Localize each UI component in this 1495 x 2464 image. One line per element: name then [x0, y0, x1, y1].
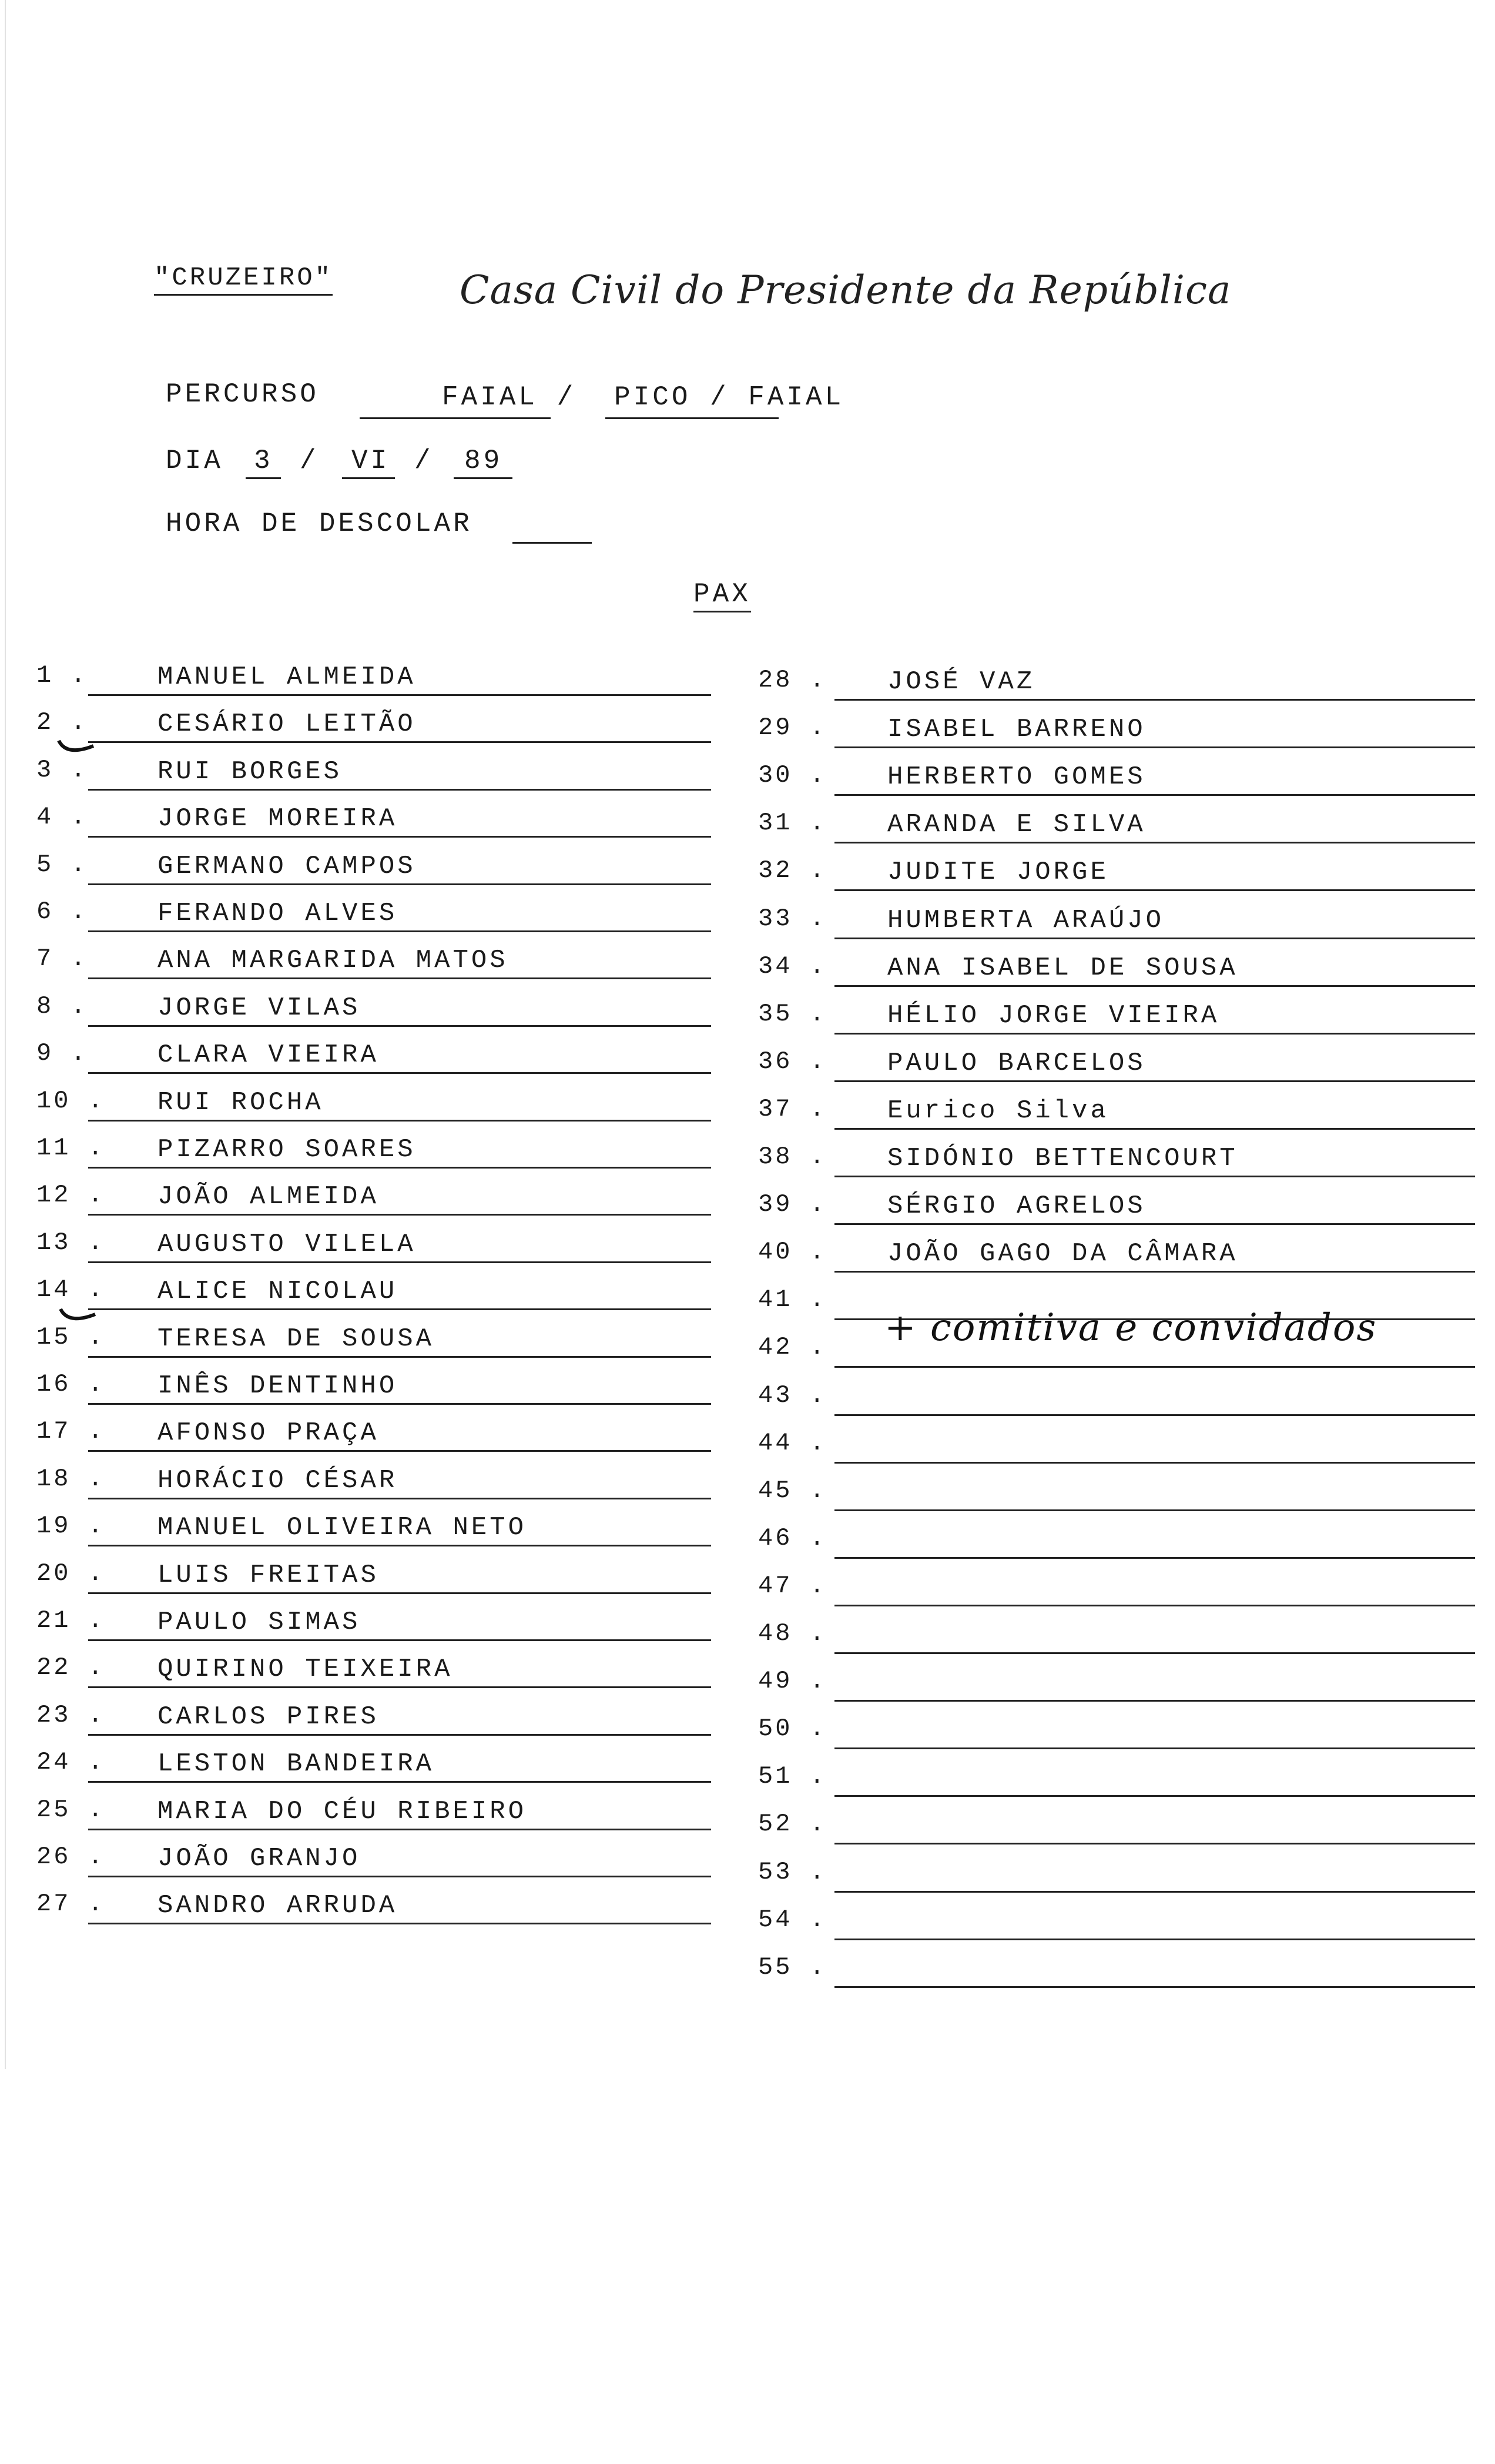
- passenger-number: 52 .: [758, 1810, 827, 1839]
- passenger-name: JOÃO ALMEIDA: [157, 1182, 379, 1212]
- passenger-row: [0, 1906, 1495, 1939]
- passenger-number: 24 .: [36, 1748, 105, 1777]
- passenger-underline: [834, 746, 1475, 748]
- percurso-underline-2: [605, 417, 779, 419]
- passenger-underline: [834, 1652, 1475, 1654]
- passenger-underline: [834, 1795, 1475, 1797]
- passenger-number: 19 .: [36, 1512, 105, 1541]
- dia-month: VI: [351, 446, 390, 476]
- passenger-underline: [834, 1080, 1475, 1082]
- passenger-number: 20 .: [36, 1559, 105, 1588]
- passenger-number: 13 .: [36, 1228, 105, 1257]
- passenger-row: [0, 952, 1495, 985]
- hora-label: HORA DE DESCOLAR: [166, 508, 472, 539]
- dia-day: 3: [254, 446, 273, 476]
- passenger-underline: [834, 1986, 1475, 1988]
- dia-month-underline: [342, 477, 395, 479]
- passenger-underline: [834, 1509, 1475, 1511]
- passenger-name: SIDÓNIO BETTENCOURT: [887, 1144, 1238, 1173]
- passenger-underline: [834, 1605, 1475, 1606]
- passenger-number: 49 .: [758, 1667, 827, 1696]
- passenger-number: 21 .: [36, 1606, 105, 1635]
- passenger-name: SÉRGIO AGRELOS: [887, 1191, 1146, 1221]
- passenger-number: 39 .: [758, 1190, 827, 1219]
- dia-year: 89: [464, 446, 503, 476]
- passenger-number: 33 .: [758, 904, 827, 933]
- passenger-number: 25 .: [36, 1795, 105, 1824]
- passenger-number: 22 .: [36, 1653, 105, 1682]
- passenger-name: SANDRO ARRUDA: [157, 1891, 398, 1921]
- passenger-name: QUIRINO TEIXEIRA: [157, 1655, 453, 1685]
- percurso-label: PERCURSO: [166, 379, 319, 410]
- passenger-row: [0, 761, 1495, 794]
- passenger-row: [0, 856, 1495, 889]
- passenger-underline: [834, 1414, 1475, 1416]
- passenger-row: [0, 1858, 1495, 1891]
- passenger-name: ALICE NICOLAU: [157, 1277, 398, 1307]
- passenger-underline: [834, 794, 1475, 796]
- passenger-name: HUMBERTA ARAÚJO: [887, 905, 1165, 935]
- passenger-number: 50 .: [758, 1715, 827, 1743]
- passenger-row: [0, 1047, 1495, 1080]
- dia-year-underline: [454, 477, 512, 479]
- passenger-number: 17 .: [36, 1417, 105, 1446]
- passenger-underline: [834, 938, 1475, 939]
- dia-day-underline: [246, 477, 281, 479]
- passenger-row: [0, 1810, 1495, 1843]
- passenger-row: [0, 1429, 1495, 1462]
- passenger-number: 47 .: [758, 1571, 827, 1600]
- dia-sep-2: /: [414, 446, 434, 476]
- passenger-number: 15 .: [36, 1323, 105, 1351]
- passenger-underline: [834, 889, 1475, 891]
- passenger-row: [0, 1667, 1495, 1700]
- passenger-row: [0, 809, 1495, 842]
- dia-label: DIA: [166, 446, 223, 476]
- passenger-underline: [834, 1033, 1475, 1035]
- pax-heading: PAX: [693, 579, 751, 612]
- passenger-number: 48 .: [758, 1619, 827, 1648]
- passenger-row: [0, 1143, 1495, 1176]
- passenger-name: CLARA VIEIRA: [157, 1040, 379, 1070]
- passenger-number: 9 .: [36, 1039, 88, 1068]
- passenger-name: HORÁCIO CÉSAR: [157, 1465, 398, 1495]
- passenger-underline: [834, 1366, 1475, 1368]
- passenger-row: [0, 1524, 1495, 1557]
- passenger-underline: [834, 1747, 1475, 1749]
- passenger-underline: [834, 1223, 1475, 1225]
- passenger-underline: [834, 1176, 1475, 1177]
- passenger-row: [0, 1715, 1495, 1747]
- passenger-name: CESÁRIO LEITÃO: [157, 709, 416, 739]
- passenger-name: HÉLIO JORGE VIEIRA: [887, 1000, 1220, 1030]
- passenger-row: [0, 1190, 1495, 1223]
- passenger-row: [0, 1238, 1495, 1271]
- passenger-number: 6 .: [36, 898, 88, 926]
- passenger-number: 30 .: [758, 761, 827, 790]
- percurso-part1: FAIAL /: [442, 382, 576, 413]
- passenger-number: 53 .: [758, 1857, 827, 1886]
- passenger-number: 12 .: [36, 1181, 105, 1210]
- passenger-underline: [834, 1939, 1475, 1940]
- passenger-number: 51 .: [758, 1762, 827, 1791]
- passenger-number: 27 .: [36, 1890, 105, 1919]
- passenger-name: PAULO SIMAS: [157, 1608, 361, 1637]
- passenger-number: 44 .: [758, 1428, 827, 1457]
- passenger-underline: [834, 1128, 1475, 1130]
- passenger-name: JORGE VILAS: [157, 993, 361, 1023]
- passenger-name: RUI BORGES: [157, 756, 343, 786]
- passenger-number: 42 .: [758, 1333, 827, 1362]
- passenger-number: 5 .: [36, 850, 88, 879]
- passenger-number: 16 .: [36, 1370, 105, 1398]
- passenger-underline: [834, 1891, 1475, 1893]
- passenger-name: FERANDO ALVES: [157, 899, 398, 928]
- passenger-underline: [834, 842, 1475, 843]
- passenger-number: 31 .: [758, 809, 827, 838]
- passenger-row: [0, 1572, 1495, 1605]
- passenger-name: AUGUSTO VILELA: [157, 1229, 416, 1259]
- passenger-number: 18 .: [36, 1464, 105, 1493]
- check-mark-3: [56, 738, 97, 761]
- passenger-number: 46 .: [758, 1524, 827, 1552]
- passenger-underline: [834, 1271, 1475, 1273]
- passenger-name: ISABEL BARRENO: [887, 715, 1146, 745]
- passenger-name: INÊS DENTINHO: [157, 1371, 398, 1401]
- passenger-name: PAULO BARCELOS: [887, 1048, 1146, 1078]
- passenger-number: 35 .: [758, 999, 827, 1028]
- passenger-number: 32 .: [758, 856, 827, 885]
- passenger-name: LESTON BANDEIRA: [157, 1749, 435, 1779]
- passenger-underline: [834, 985, 1475, 987]
- passenger-number: 28 .: [758, 666, 827, 694]
- passenger-row: [0, 1953, 1495, 1986]
- passenger-name: AFONSO PRAÇA: [157, 1418, 379, 1448]
- hora-underline: [512, 542, 592, 544]
- passenger-name: Eurico Silva: [887, 1096, 1109, 1126]
- passenger-underline: [834, 1462, 1475, 1464]
- passenger-row: [0, 1000, 1495, 1033]
- letterhead: Casa Civil do Presidente da República: [460, 267, 1232, 313]
- passenger-number: 8 .: [36, 992, 88, 1020]
- passenger-name: GERMANO CAMPOS: [157, 851, 416, 881]
- passenger-name: JOÃO GAGO DA CÂMARA: [887, 1239, 1238, 1269]
- passenger-row: [0, 1762, 1495, 1795]
- passenger-name: JORGE MOREIRA: [157, 804, 398, 834]
- check-mark-14: [58, 1306, 99, 1330]
- passenger-row: [0, 1095, 1495, 1128]
- passenger-number: 37 .: [758, 1094, 827, 1123]
- passenger-number: 43 .: [758, 1381, 827, 1410]
- passenger-number: 10 .: [36, 1086, 105, 1115]
- passenger-number: 2 .: [36, 708, 88, 737]
- passenger-name: JOÃO GRANJO: [157, 1844, 361, 1873]
- passenger-number: 41 .: [758, 1285, 827, 1314]
- passenger-underline: [834, 1843, 1475, 1844]
- passenger-name: MANUEL OLIVEIRA NETO: [157, 1513, 527, 1543]
- passenger-number: 23 .: [36, 1700, 105, 1729]
- cruzeiro-label: "CRUZEIRO": [154, 263, 333, 296]
- passenger-name: PIZARRO SOARES: [157, 1135, 416, 1164]
- passenger-name: HERBERTO GOMES: [887, 762, 1146, 792]
- passenger-row: [0, 1619, 1495, 1652]
- passenger-underline: [834, 699, 1475, 701]
- passenger-name: ANA ISABEL DE SOUSA: [887, 953, 1238, 983]
- passenger-number: 4 .: [36, 803, 88, 832]
- passenger-number: 54 .: [758, 1905, 827, 1934]
- passenger-underline: [834, 1557, 1475, 1559]
- passenger-number: 11 .: [36, 1134, 105, 1162]
- passenger-row: [0, 1381, 1495, 1414]
- passenger-number: 3 .: [36, 755, 88, 784]
- passenger-name: JUDITE JORGE: [887, 858, 1109, 888]
- passenger-number: 36 .: [758, 1047, 827, 1076]
- passenger-number: 29 .: [758, 714, 827, 742]
- passenger-name: LUIS FREITAS: [157, 1560, 379, 1590]
- passenger-number: 34 .: [758, 952, 827, 980]
- passenger-name: ARANDA E SILVA: [887, 810, 1146, 840]
- percurso-underline-1: [360, 417, 551, 419]
- passenger-name: ANA MARGARIDA MATOS: [157, 946, 508, 976]
- passenger-number: 7 .: [36, 945, 88, 973]
- dia-sep-1: /: [300, 446, 319, 476]
- handwritten-note: + comitiva e convidados: [884, 1306, 1377, 1350]
- passenger-number: 45 .: [758, 1476, 827, 1505]
- passenger-row: [0, 905, 1495, 938]
- passenger-name: MANUEL ALMEIDA: [157, 662, 416, 692]
- passenger-row: [0, 666, 1495, 699]
- passenger-name: MARIA DO CÉU RIBEIRO: [157, 1796, 527, 1826]
- passenger-name: JOSÉ VAZ: [887, 667, 1035, 697]
- passenger-underline: [834, 1700, 1475, 1702]
- passenger-row: [0, 714, 1495, 746]
- passenger-number: 26 .: [36, 1843, 105, 1871]
- passenger-number: 40 .: [758, 1238, 827, 1267]
- passenger-number: 38 .: [758, 1143, 827, 1171]
- passenger-name: CARLOS PIRES: [157, 1702, 379, 1732]
- passenger-name: RUI ROCHA: [157, 1087, 324, 1117]
- passenger-number: 55 .: [758, 1953, 827, 1981]
- passenger-row: [0, 1477, 1495, 1509]
- passenger-name: TERESA DE SOUSA: [157, 1324, 435, 1354]
- passenger-number: 14 .: [36, 1275, 105, 1304]
- passenger-number: 1 .: [36, 661, 88, 689]
- percurso-part2: PICO / FAIAL: [614, 382, 844, 413]
